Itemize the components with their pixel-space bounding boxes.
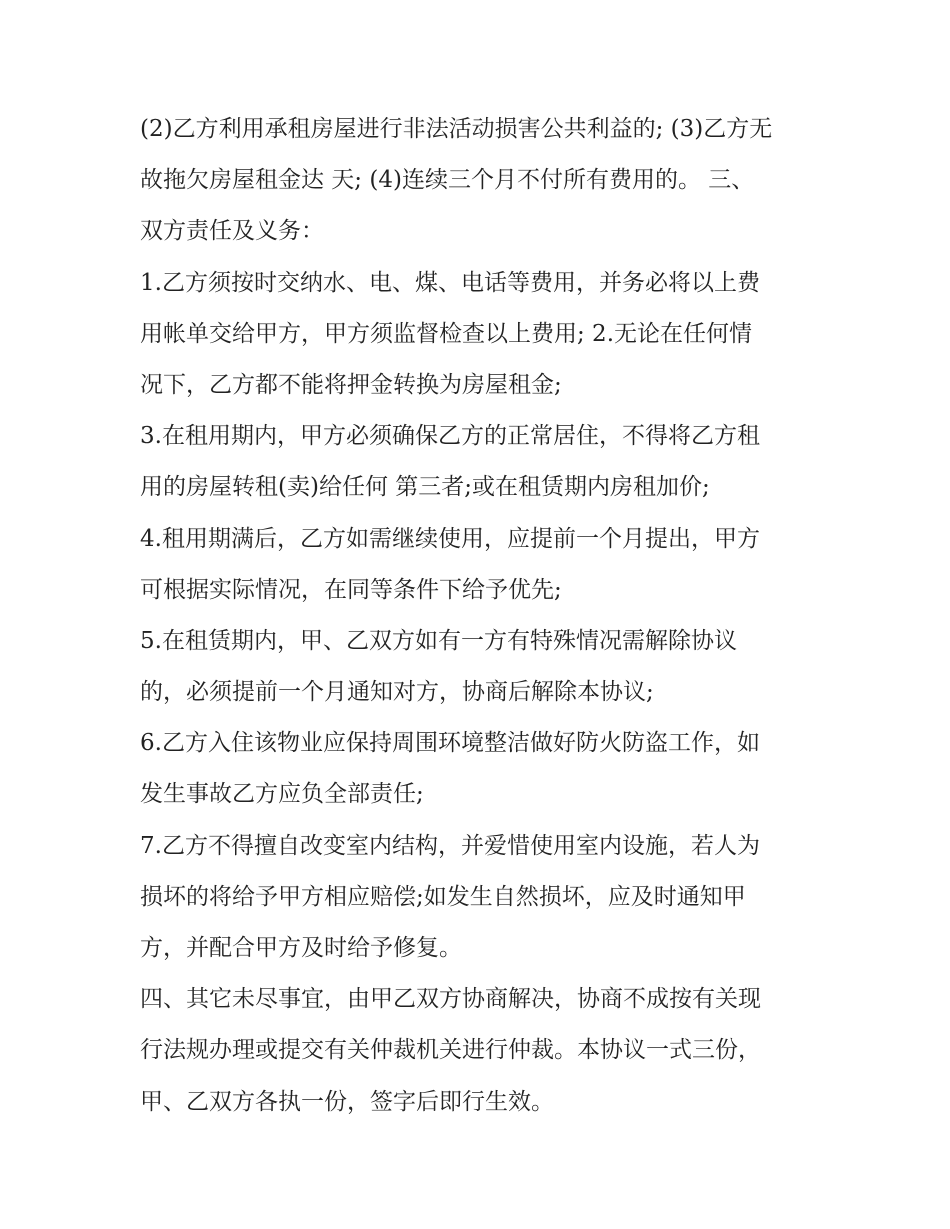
- text-line: 的，必须提前一个月通知对方，协商后解除本协议;: [140, 679, 654, 706]
- text-line: 方，并配合甲方及时给予修复。: [140, 935, 462, 961]
- text-line: 用帐单交给甲方，甲方须监督检查以上费用; 2.无论在任何情: [140, 320, 753, 347]
- document-body: [140, 104, 820, 1128]
- text-line: 5.在租赁期内，甲、乙双方如有一方有特殊情况需解除协议: [140, 627, 737, 654]
- text-line: 发生事故乙方应负全部责任;: [140, 781, 424, 808]
- text-line: 1.乙方须按时交纳水、电、煤、电话等费用，并务必将以上费: [140, 269, 760, 296]
- text-line: 甲、乙双方各执一份，签字后即行生效。: [140, 1088, 554, 1115]
- text-line: (2)乙方利用承租房屋进行非法活动损害公共利益的; (3)乙方无: [140, 116, 773, 142]
- text-line: 行法规办理或提交有关仲裁机关进行仲裁。本协议一式三份，: [140, 1037, 761, 1064]
- text-line: 双方责任及义务：: [140, 218, 324, 245]
- text-line: 3.在租用期内，甲方必须确保乙方的正常居住，不得将乙方租: [140, 423, 760, 450]
- text-line: 7.乙方不得擅自改变室内结构，并爱惜使用室内设施，若人为: [140, 832, 760, 859]
- text-line: 4.租用期满后，乙方如需继续使用，应提前一个月提出，甲方: [140, 525, 760, 552]
- text-line: 况下，乙方都不能将押金转换为房屋租金;: [140, 371, 562, 398]
- text-line: 四、其它未尽事宜，由甲乙双方协商解决，协商不成按有关现: [140, 986, 761, 1013]
- text-line: 用的房屋转租(卖)给任何 第三者;或在租赁期内房租加价;: [140, 474, 710, 501]
- text-line: 可根据实际情况，在同等条件下给予优先;: [140, 576, 562, 603]
- text-line: 故拖欠房屋租金达 天; (4)连续三个月不付所有费用的。 三、: [140, 167, 755, 194]
- text-line: 6.乙方入住该物业应保持周围环境整洁做好防火防盗工作，如: [140, 730, 760, 757]
- text-line: 损坏的将给予甲方相应赔偿;如发生自然损坏，应及时通知甲: [140, 883, 746, 910]
